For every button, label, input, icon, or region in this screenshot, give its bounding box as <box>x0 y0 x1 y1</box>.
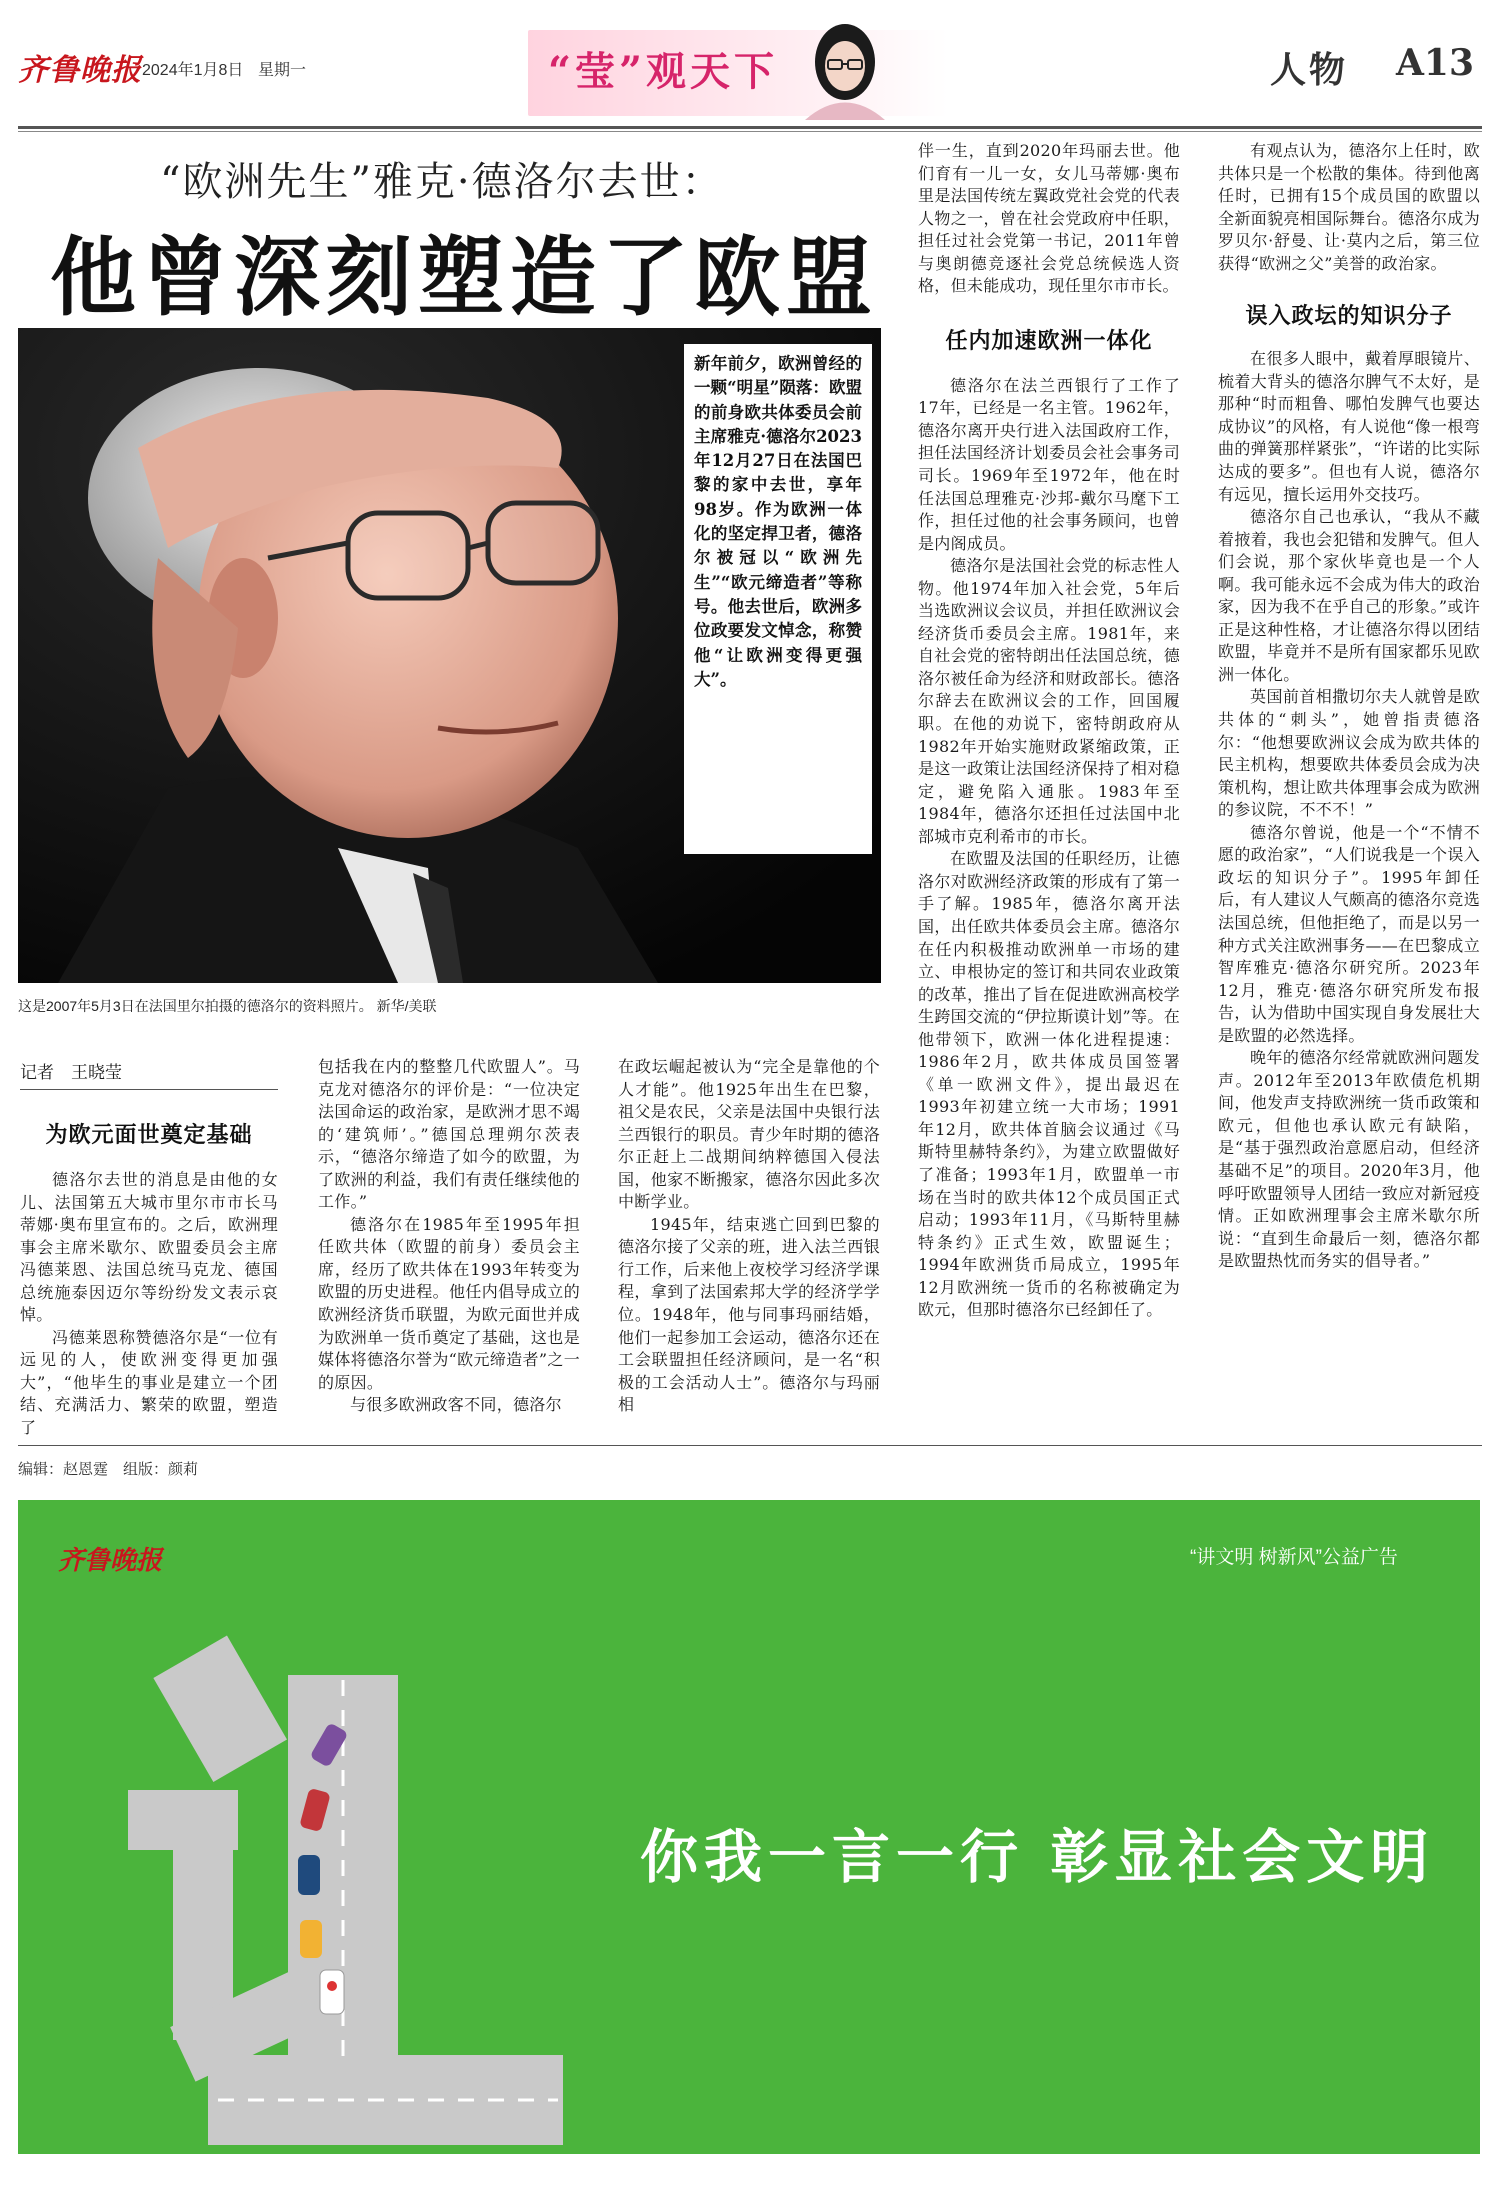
paragraph: 与很多欧洲政客不同，德洛尔 <box>350 1395 562 1415</box>
paragraph: 有观点认为，德洛尔上任时，欧共体只是一个松散的集体。待到他离任时，已拥有15个成员国的欧盟以全新面貌亮相国际舞台。德洛尔成为罗贝尔·舒曼、让·莫内之后，第三位获得“欧洲之父”美誉的政治家。 <box>1218 141 1480 273</box>
column-title: “莹”观天下 <box>548 48 779 95</box>
paragraph: 德洛尔去世的消息是由他的女儿、法国第五大城市里尔市市长马蒂娜·奥布里宣布的。之后，欧洲理事会主席米歇尔、欧盟委员会主席冯德莱恩、法国总统马克龙、德国总统施泰因迈尔等纷纷发文表示哀悼。 <box>20 1170 278 1325</box>
page-number: A13 <box>1396 42 1475 84</box>
header-divider-thin <box>18 131 1482 132</box>
section-name: 人物 <box>1270 49 1349 91</box>
paragraph: 德洛尔曾说，他是一个“不情不愿的政治家”，“人们说我是一个误入政坛的知识分子”。1995年卸任后，有人建议人气颇高的德洛尔竞选法国总统，但他拒绝了，而是以另一种方式关注欧洲事务——在巴黎成立智库雅克·德洛尔研究所。2023年12月，雅克·德洛尔研究所发布报告，认为借助中国实现自身发展壮大是欧盟的必然选择。 <box>1218 822 1480 1045</box>
ad-newspaper-logo: 齐鲁晚报 <box>58 1546 163 1576</box>
ad-campaign-tag: “讲文明 树新风”公益广告 <box>1190 1547 1398 1568</box>
article-column-5 <box>1218 140 1480 1273</box>
paragraph: 德洛尔是法国社会党的标志性人物。他1974年加入社会党，5年后当选欧洲议会议员，并担任欧洲议会经济货币委员会主席。1981年，来自社会党的密特朗出任法国总统，德洛尔被任命为经济和财政部长。德洛尔辞去在欧洲议会的工作，回国履职。在他的劝说下，密特朗政府从1982年开始实施财政紧缩政策，正是这一政策让法国经济保持了相对稳定，避免陷入通胀。1983年至1984年，德洛尔还担任过法国中北部城市克利希市的市长。 <box>918 556 1180 846</box>
article-title: 他曾深刻塑造了欧盟 <box>50 227 878 328</box>
paragraph: 包括我在内的整整几代欧盟人”。马克龙对德洛尔的评价是：“一位决定法国命运的政治家，是欧洲才思不竭的‘建筑师’。”德国总理朔尔茨表示，“德洛尔缔造了如今的欧盟，为了欧洲的利益，我们有责任继续他的工作。” <box>318 1057 580 1212</box>
article-column-3 <box>618 1056 880 1417</box>
editor-credits: 编辑：赵恩霆 组版：颜莉 <box>18 1461 199 1478</box>
ad-slogan: 你我一言一行 彰显社会文明 <box>640 1823 1435 1891</box>
section-heading-3: 误入政坛的知识分子 <box>1245 303 1453 330</box>
paragraph: 在很多人眼中，戴着厚眼镜片、梳着大背头的德洛尔脾气不太好，是那种“时而粗鲁、哪怕发脾气也要达成协议”的风格，有人说他“像一根弯曲的弹簧那样紧张”，“许诺的比实际达成的要多”。但也有人说，德洛尔有远见，擅长运用外交技巧。 <box>1218 349 1480 504</box>
paragraph: 冯德莱恩称赞德洛尔是“一位有远见的人，使欧洲变得更加强大”，“他毕生的事业是建立一个团结、充满活力、繁荣的欧盟，塑造了 <box>20 1327 278 1438</box>
paragraph: 在欧盟及法国的任职经历，让德洛尔对欧洲经济政策的形成有了第一手了解。1985年，德洛尔离开法国，出任欧共体委员会主席。德洛尔在任内积极推动欧洲单一市场的建立、申根协定的签订和共同农业政策的改革，推出了旨在促进欧洲高校学生跨国交流的“伊拉斯谟计划”等。在他带领下，欧洲一体化进程提速：1986年2月，欧共体成员国签署《单一欧洲文件》，提出最迟在1993年初建立统一大市场；1991年12月，欧共体首脑会议通过《马斯特里赫特条约》，为建立欧盟做好了准备；1993年1月，欧盟单一市场在当时的欧共体12个成员国正式启动；1993年11月，《马斯特里赫特条约》正式生效，欧盟诞生；1994年欧洲货币局成立，1995年12月欧洲统一货币的名称被确定为欧元，但那时德洛尔已经卸任了。 <box>918 849 1180 1320</box>
paragraph: 在政坛崛起被认为“完全是靠他的个人才能”。他1925年出生在巴黎，祖父是农民，父亲是法国中央银行法兰西银行的职员。青少年时期的德洛尔正赶上二战期间纳粹德国入侵法国，他家不断搬家，德洛尔因此多次中断学业。 <box>618 1057 880 1212</box>
paragraph: 德洛尔在法兰西银行了工作了17年，已经是一名主管。1962年，德洛尔离开央行进入法国政府工作，担任法国经济计划委员会社会事务司司长。1969年至1972年，他在时任法国总理雅克·沙邦-戴尔马麾下工作，担任过他的社会事务顾问，也曾是内阁成员。 <box>918 375 1180 553</box>
paragraph: 晚年的德洛尔经常就欧洲问题发声。2012年至2013年欧债危机期间，他发声支持欧洲统一货币政策和欧元，但他也承认欧元有缺陷，是“基于强烈政治意愿启动，但经济基础不足”的项目。2020年3月，他呼吁欧盟领导人团结一致应对新冠疫情。正如欧洲理事会主席米歇尔所说：“直到生命最后一刻，德洛尔都是欧盟热忱而务实的倡导者。” <box>1218 1048 1480 1271</box>
newspaper-logo: 齐鲁晚报 <box>18 53 142 88</box>
issue-date: 2024年1月8日 <box>142 62 244 79</box>
paragraph: 伴一生，直到2020年玛丽去世。他们育有一儿一女，女儿马蒂娜·奥布里是法国传统左翼政党社会党的代表人物之一，曾在社会党政府中任职，担任过社会党第一书记，2011年曾与奥朗德竞逐社会党总统候选人资格，但未能成功，现任里尔市市长。 <box>918 141 1180 296</box>
issue-weekday: 星期一 <box>258 62 307 79</box>
columnist-portrait-icon <box>790 20 900 120</box>
paragraph: 英国前首相撒切尔夫人就曾是欧共体的“刺头”，她曾指责德洛尔：“他想要欧洲议会成为欧共体的民主机构，想要欧共体委员会成为决策机构，想让欧共体理事会成为欧洲的参议院，不不不！” <box>1218 687 1480 820</box>
paragraph: 德洛尔自己也承认，“我从不藏着掖着，我也会犯错和发脾气。但人们会说，那个家伙毕竟也是一个人啊。我可能永远不会成为伟大的政治家，因为我不在乎自己的形象。”或许正是这种性格，才让德洛尔得以团结欧盟，毕竟并不是所有国家都乐见欧洲一体化。 <box>1218 507 1480 684</box>
article-byline: 记者 王晓莹 <box>20 1058 278 1090</box>
paragraph: 德洛尔在1985年至1995年担任欧共体（欧盟的前身）委员会主席，经历了欧共体在1993年转变为欧盟的历史进程。他任内倡导成立的欧洲经济货币联盟，为欧元面世并成为欧洲单一货币奠定了基础，这也是媒体将德洛尔誉为“欧元缔造者”之一的原因。 <box>318 1214 580 1392</box>
photo-caption: 这是2007年5月3日在法国里尔拍摄的德洛尔的资料照片。 新华/美联 <box>18 998 437 1014</box>
section-heading-1: 为欧元面世奠定基础 <box>45 1122 253 1148</box>
header-divider <box>18 126 1482 129</box>
article-column-2 <box>318 1056 580 1417</box>
footer-divider <box>18 1445 1482 1446</box>
section-heading-2: 任内加速欧洲一体化 <box>945 327 1153 354</box>
article-subtitle: “欧洲先生”雅克·德洛尔去世： <box>160 159 724 205</box>
article-column-4 <box>918 140 1180 1322</box>
paragraph: 1945年，结束逃亡回到巴黎的德洛尔接了父亲的班，进入法兰西银行工作，后来他上夜校学习经济学课程，拿到了法国索邦大学的经济学学位。1948年，他与同事玛丽结婚，他们一起参加工会运动，德洛尔还在工会联盟担任经济顾问，是一名“积极的工会活动人士”。德洛尔与玛丽相 <box>618 1214 880 1415</box>
article-column-1 <box>20 1118 278 1440</box>
article-lede: 新年前夕，欧洲曾经的一颗“明星”陨落：欧盟的前身欧共体委员会前主席雅克·德洛尔2023年12月27日在法国巴黎的家中去世，享年98岁。作为欧洲一体化的坚定捍卫者，德洛尔被冠以“欧洲先生”“欧元缔造者”等称号。他去世后，欧洲多位政要发文悼念，称赞他“让欧洲变得更强大”。 <box>684 344 872 854</box>
